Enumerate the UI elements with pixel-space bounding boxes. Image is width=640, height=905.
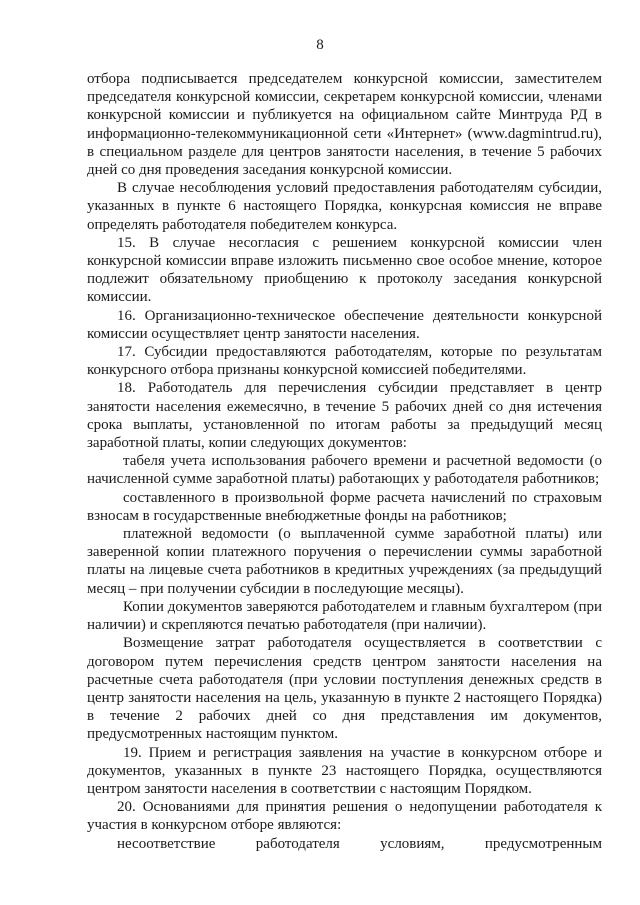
paragraph-18: 18. Работодатель для перечисления субсидии представляет в центр занятости населения ежемесячно, в течение 5 рабочих дней со дня истечения срока выплаты, установленной по итогам работы за предыдущий месяц заработной платы, копии следующих документов: xyxy=(87,380,602,452)
paragraph-copies-certified: Копии документов заверяются работодателем и главным бухгалтером (при наличии) и скрепляются печатью работодателя (при наличии). xyxy=(87,598,602,634)
paragraph-20: 20. Основаниями для принятия решения о недопущении работодателя к участия в конкурсном отборе являются: xyxy=(87,799,602,834)
paragraph-payroll: платежной ведомости (о выплаченной сумме заработной платы) или заверенной копии платежного поручения о перечислении суммы заработной платы на лицевые счета работников в кредитных учреждениях (за предыдущий месяц – при получении субсидии в последующие месяцы). xyxy=(87,526,602,597)
paragraph-inconsistency: несоответствие работодателя условиям, предусмотренным xyxy=(117,835,602,852)
paragraph-protocol-publication: отбора подписывается председателем конкурсной комиссии, заместителем председателя конкурсной комиссии, секретарем конкурсной комиссии, членами конкурсной комиссии и публикуется на официальном сайте Минтруда РД в информационно-телекоммуникационной сети «Интернет» (www.dagmintrud.ru), в специальном разделе для центров занятости населения, в течение 5 рабочих дней со дня проведения заседания конкурсной комиссии. xyxy=(87,71,602,179)
paragraph-15: 15. В случае несогласия с решением конкурсной комиссии член конкурсной комиссии вправе изложить письменно свое особое мнение, которое подлежит обязательному приобщению к протоколу заседания конкурсной комиссии. xyxy=(87,234,602,306)
paragraph-19: 19. Прием и регистрация заявления на участие в конкурсном отборе и документов, указанных в пункте 23 настоящего Порядка, осуществляются центром занятости населения в соответствии с настоящим Порядком. xyxy=(87,744,602,797)
paragraph-non-compliance: В случае несоблюдения условий предоставления работодателям субсидии, указанных в пункте 6 настоящего Порядка, конкурсная комиссия не вправе определять работодателя победителем конкурса. xyxy=(87,180,602,233)
paragraph-timesheet: табеля учета использования рабочего времени и расчетной ведомости (о начисленной сумме заработной платы) работающих у работодателя работников; xyxy=(87,453,602,488)
document-body xyxy=(87,70,602,853)
paragraph-insurance-calc: составленного в произвольной форме расчета начислений по страховым взносам в государственные внебюджетные фонды на работников; xyxy=(87,489,602,524)
paragraph-16: 16. Организационно-техническое обеспечение деятельности конкурсной комиссии осуществляет центр занятости населения. xyxy=(87,307,602,342)
paragraph-17: 17. Субсидии предоставляются работодателям, которые по результатам конкурсного отбора признаны конкурсной комиссией победителями. xyxy=(87,344,602,379)
paragraph-reimbursement: Возмещение затрат работодателя осуществляется в соответствии с договором путем перечисления средств центром занятости населения на расчетные счета работодателя (при условии поступления денежных средств в центр занятости населения на цель, указанную в пункте 2 настоящего Порядка) в течение 2 рабочих дней со дня представления им документов, предусмотренных настоящим пунктом. xyxy=(87,635,602,743)
page-number: 8 xyxy=(316,37,324,53)
